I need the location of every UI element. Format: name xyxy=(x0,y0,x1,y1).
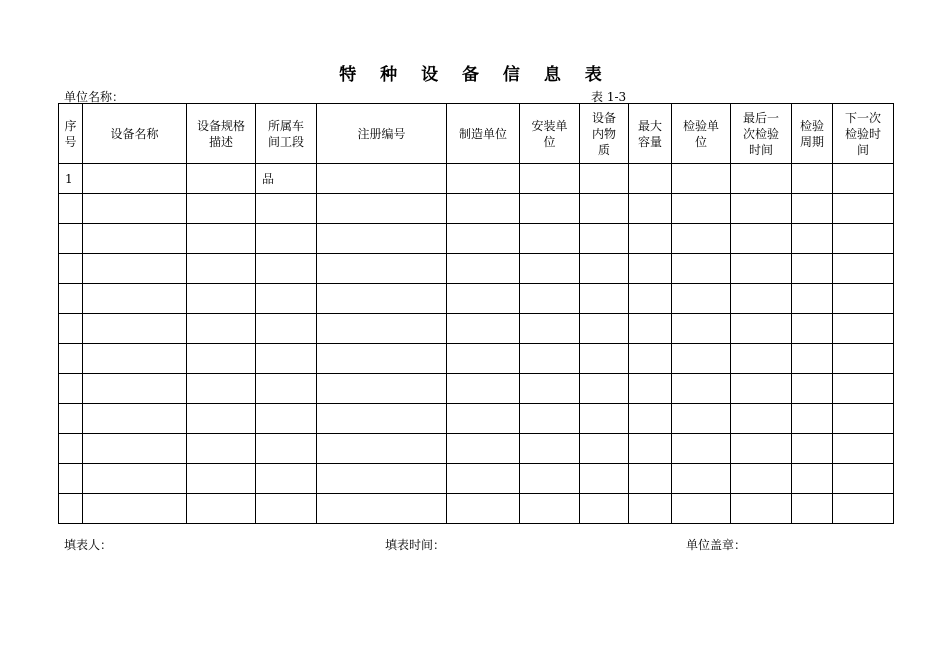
table-cell xyxy=(580,344,629,374)
table-cell xyxy=(580,464,629,494)
table-cell xyxy=(629,254,672,284)
table-cell xyxy=(833,374,894,404)
table-cell xyxy=(83,254,187,284)
table-cell xyxy=(256,374,317,404)
column-header xyxy=(672,104,731,164)
table-cell xyxy=(520,254,580,284)
table-cell xyxy=(520,224,580,254)
column-header-line: 检验 xyxy=(799,118,824,133)
table-cell xyxy=(672,284,731,314)
filler-label: 填表人： xyxy=(64,538,113,552)
column-header-line: 位 xyxy=(543,134,556,149)
table-cell xyxy=(792,194,833,224)
table-cell xyxy=(580,434,629,464)
table-cell xyxy=(256,314,317,344)
table-cell xyxy=(833,284,894,314)
table-row xyxy=(59,314,894,344)
table-cell xyxy=(83,194,187,224)
table-cell xyxy=(580,224,629,254)
table-row xyxy=(59,164,894,194)
column-header-line: 设备 xyxy=(591,110,616,125)
table-cell xyxy=(520,404,580,434)
table-cell xyxy=(59,434,83,464)
table-row xyxy=(59,194,894,224)
table-row xyxy=(59,224,894,254)
table-cell xyxy=(256,224,317,254)
column-header-line: 时间 xyxy=(748,142,773,157)
table-cell xyxy=(447,284,520,314)
table-cell xyxy=(317,434,447,464)
equipment-table xyxy=(58,103,894,524)
table-cell xyxy=(580,284,629,314)
table-cell xyxy=(833,254,894,284)
table-cell xyxy=(83,494,187,524)
column-header-line: 号 xyxy=(64,134,77,149)
table-cell xyxy=(580,374,629,404)
table-cell xyxy=(317,314,447,344)
table-cell xyxy=(629,434,672,464)
table-cell xyxy=(447,194,520,224)
table-cell xyxy=(833,194,894,224)
column-header-line: 下一次 xyxy=(844,110,881,125)
table-cell xyxy=(447,374,520,404)
table-cell xyxy=(59,254,83,284)
table-cell xyxy=(731,404,792,434)
column-header-line: 检验单 xyxy=(682,118,719,133)
column-header xyxy=(317,104,447,164)
table-cell xyxy=(520,464,580,494)
table-cell xyxy=(672,254,731,284)
table-cell xyxy=(59,374,83,404)
table-cell xyxy=(447,254,520,284)
table-cell xyxy=(672,404,731,434)
table-cell xyxy=(83,434,187,464)
column-header-line: 最大 xyxy=(637,118,662,133)
table-cell xyxy=(629,284,672,314)
table-cell xyxy=(187,254,256,284)
table-cell xyxy=(256,194,317,224)
column-header-line: 容量 xyxy=(637,134,662,149)
table-cell xyxy=(672,434,731,464)
table-cell xyxy=(672,314,731,344)
table-row xyxy=(59,464,894,494)
column-header xyxy=(447,104,520,164)
table-cell xyxy=(187,464,256,494)
table-row xyxy=(59,374,894,404)
table-cell xyxy=(792,374,833,404)
table-cell xyxy=(629,164,672,194)
table-cell xyxy=(317,374,447,404)
table-cell xyxy=(520,284,580,314)
table-cell xyxy=(792,404,833,434)
table-cell xyxy=(731,374,792,404)
column-header-line: 位 xyxy=(694,134,707,149)
table-cell xyxy=(83,464,187,494)
table-cell xyxy=(731,224,792,254)
column-header xyxy=(792,104,833,164)
table-cell xyxy=(833,224,894,254)
table-cell xyxy=(629,404,672,434)
table-cell xyxy=(83,224,187,254)
column-header-line: 内物 xyxy=(591,126,616,141)
table-cell xyxy=(59,284,83,314)
table-cell xyxy=(731,464,792,494)
unit-name-label: 单位名称： xyxy=(64,90,125,104)
table-cell xyxy=(792,254,833,284)
column-header-line: 周期 xyxy=(799,134,824,149)
table-cell xyxy=(256,494,317,524)
column-header-line: 描述 xyxy=(208,134,233,149)
column-header-line: 安装单 xyxy=(531,118,568,133)
table-cell xyxy=(792,434,833,464)
table-row xyxy=(59,404,894,434)
table-cell xyxy=(731,164,792,194)
table-cell xyxy=(833,404,894,434)
fill-time-label: 填表时间： xyxy=(385,538,446,552)
table-cell xyxy=(83,404,187,434)
table-cell xyxy=(317,254,447,284)
table-cell xyxy=(317,344,447,374)
table-cell xyxy=(447,164,520,194)
table-cell xyxy=(672,164,731,194)
table-cell xyxy=(317,194,447,224)
table-cell xyxy=(447,434,520,464)
table-cell xyxy=(629,494,672,524)
table-cell xyxy=(256,254,317,284)
column-header-line: 序 xyxy=(64,118,77,133)
table-cell xyxy=(447,344,520,374)
table-cell xyxy=(59,464,83,494)
table-cell xyxy=(580,254,629,284)
column-header-line: 间工段 xyxy=(267,134,304,149)
table-cell xyxy=(83,164,187,194)
column-header xyxy=(187,104,256,164)
table-cell xyxy=(672,344,731,374)
column-header xyxy=(580,104,629,164)
table-cell xyxy=(187,314,256,344)
table-cell xyxy=(833,434,894,464)
table-cell xyxy=(256,404,317,434)
column-header-line: 制造单位 xyxy=(458,126,507,141)
table-cell xyxy=(580,194,629,224)
table-cell xyxy=(833,494,894,524)
table-cell xyxy=(317,224,447,254)
table-cell xyxy=(83,374,187,404)
table-cell xyxy=(792,464,833,494)
page-title: 特 种 设 备 信 息 表 xyxy=(339,65,611,85)
table-cell xyxy=(629,344,672,374)
table-cell xyxy=(629,314,672,344)
table-cell: 1 xyxy=(59,164,83,194)
table-cell xyxy=(256,344,317,374)
table-cell xyxy=(83,314,187,344)
table-cell xyxy=(256,464,317,494)
table-cell xyxy=(187,224,256,254)
table-cell xyxy=(187,194,256,224)
table-row xyxy=(59,254,894,284)
table-row xyxy=(59,344,894,374)
table-cell xyxy=(833,464,894,494)
table-row xyxy=(59,494,894,524)
table-cell xyxy=(580,494,629,524)
unit-seal-label: 单位盖章： xyxy=(686,538,747,552)
table-cell xyxy=(520,434,580,464)
column-header-line: 设备规格 xyxy=(196,118,245,133)
column-header-line: 间 xyxy=(856,142,869,157)
table-cell xyxy=(731,434,792,464)
table-cell xyxy=(629,374,672,404)
table-cell xyxy=(731,314,792,344)
table-cell xyxy=(792,344,833,374)
table-cell xyxy=(59,494,83,524)
table-cell xyxy=(731,284,792,314)
table-cell xyxy=(672,494,731,524)
table-cell xyxy=(629,194,672,224)
table-body xyxy=(59,164,894,524)
table-cell xyxy=(447,404,520,434)
table-cell xyxy=(59,224,83,254)
table-cell xyxy=(731,494,792,524)
table-cell xyxy=(672,464,731,494)
column-header-line: 质 xyxy=(597,142,610,157)
table-cell xyxy=(83,344,187,374)
table-cell xyxy=(83,284,187,314)
table-cell xyxy=(447,224,520,254)
table-cell xyxy=(447,494,520,524)
column-header-line: 注册编号 xyxy=(357,126,406,141)
table-cell xyxy=(187,374,256,404)
table-cell xyxy=(580,314,629,344)
table-cell xyxy=(792,494,833,524)
table-cell xyxy=(59,314,83,344)
table-cell: 品 xyxy=(256,164,317,194)
table-number: 表 1-3 xyxy=(591,90,627,104)
column-header xyxy=(731,104,792,164)
table-cell xyxy=(187,404,256,434)
table-cell xyxy=(59,194,83,224)
table-cell xyxy=(833,164,894,194)
table-cell xyxy=(792,314,833,344)
table-cell xyxy=(520,374,580,404)
table-row xyxy=(59,284,894,314)
column-header-line: 检验时 xyxy=(844,126,881,141)
table-cell xyxy=(187,434,256,464)
table-cell xyxy=(59,344,83,374)
table-cell xyxy=(731,254,792,284)
table-cell xyxy=(317,284,447,314)
column-header-line: 所属车 xyxy=(267,118,304,133)
table-cell xyxy=(256,284,317,314)
table-header-row xyxy=(59,104,894,164)
table-cell xyxy=(520,344,580,374)
table-cell xyxy=(520,194,580,224)
table-cell xyxy=(447,314,520,344)
table-row xyxy=(59,434,894,464)
table-cell xyxy=(580,164,629,194)
column-header-line: 最后一 xyxy=(742,110,779,125)
column-header xyxy=(833,104,894,164)
table-cell xyxy=(520,494,580,524)
table-cell xyxy=(731,344,792,374)
table-cell xyxy=(672,374,731,404)
table-cell xyxy=(792,224,833,254)
table-cell xyxy=(187,164,256,194)
table-cell xyxy=(317,164,447,194)
table-cell xyxy=(317,494,447,524)
column-header xyxy=(629,104,672,164)
column-header xyxy=(256,104,317,164)
table-cell xyxy=(672,224,731,254)
table-cell xyxy=(792,284,833,314)
column-header-line: 设备名称 xyxy=(110,126,159,141)
table-cell xyxy=(187,344,256,374)
table-cell xyxy=(629,464,672,494)
table-cell xyxy=(520,314,580,344)
table-cell xyxy=(833,314,894,344)
table-cell xyxy=(447,464,520,494)
table-cell xyxy=(672,194,731,224)
table-cell xyxy=(187,284,256,314)
column-header xyxy=(59,104,83,164)
column-header xyxy=(520,104,580,164)
table-cell xyxy=(317,464,447,494)
column-header xyxy=(83,104,187,164)
table-cell xyxy=(792,164,833,194)
table-cell xyxy=(520,164,580,194)
table-cell xyxy=(256,434,317,464)
table-cell xyxy=(629,224,672,254)
table-cell xyxy=(833,344,894,374)
column-header-line: 次检验 xyxy=(742,126,779,141)
table-cell xyxy=(187,494,256,524)
table-cell xyxy=(731,194,792,224)
table-cell xyxy=(59,404,83,434)
table-cell xyxy=(580,404,629,434)
table-cell xyxy=(317,404,447,434)
